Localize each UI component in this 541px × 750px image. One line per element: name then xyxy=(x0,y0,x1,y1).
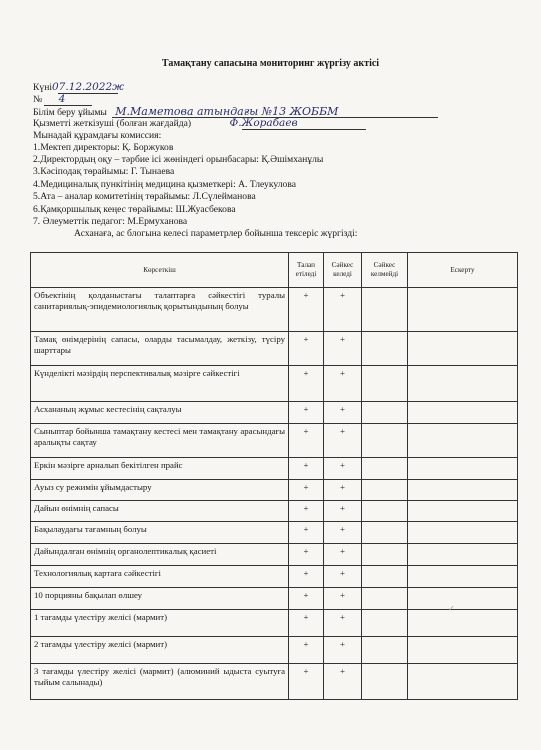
table-row xyxy=(31,588,518,610)
row-required: + xyxy=(289,566,324,588)
row-noncompliant xyxy=(362,288,408,332)
row-noncompliant xyxy=(362,424,408,458)
school-label: Білім беру ұйымы xyxy=(33,107,107,118)
row-indicator: Объектінің қолданыстағы талаптарға сәйкестігі туралы санитариялық-эпидемиологиялық қорытындының болуы xyxy=(31,288,289,332)
row-noncompliant xyxy=(362,458,408,480)
date-line xyxy=(33,82,124,93)
row-noncompliant xyxy=(362,588,408,610)
row-note xyxy=(408,332,518,366)
row-compliant: + xyxy=(324,544,362,566)
table-row xyxy=(31,288,518,332)
supplier-value: Ф.Жорабаев xyxy=(229,117,298,129)
row-note xyxy=(408,424,518,458)
row-indicator: 2 тағамды үлестіру желісі (мармит) xyxy=(31,637,289,664)
row-noncompliant xyxy=(362,544,408,566)
number-label: № xyxy=(33,94,43,105)
row-noncompliant xyxy=(362,366,408,402)
header-indicator: Көрсеткіш xyxy=(31,253,289,288)
table-row xyxy=(31,332,518,366)
row-required: + xyxy=(289,366,324,402)
row-note xyxy=(408,610,518,637)
header-required: Талап етіледі xyxy=(289,253,324,288)
row-compliant: + xyxy=(324,566,362,588)
row-compliant: + xyxy=(324,458,362,480)
row-indicator: Сыныптар бойынша тамақтану кестесі мен тамақтану арасындағы аралықты сақтау xyxy=(31,424,289,458)
table-row xyxy=(31,664,518,700)
row-compliant: + xyxy=(324,522,362,544)
date-underline xyxy=(58,93,118,94)
row-note xyxy=(408,637,518,664)
row-compliant: + xyxy=(324,424,362,458)
row-compliant: + xyxy=(324,501,362,522)
row-note xyxy=(408,480,518,501)
row-note xyxy=(408,458,518,480)
row-indicator: Күнделікті мәзірдің перспективалық мәзірге сәйкестігі xyxy=(31,366,289,402)
supplier-underline xyxy=(242,129,366,130)
row-required: + xyxy=(289,458,324,480)
date-label: Күні xyxy=(33,82,52,93)
row-noncompliant xyxy=(362,501,408,522)
row-compliant: + xyxy=(324,637,362,664)
row-note xyxy=(408,588,518,610)
table-row xyxy=(31,501,518,522)
table-row xyxy=(31,544,518,566)
row-note xyxy=(408,664,518,700)
table-row xyxy=(31,458,518,480)
row-required: + xyxy=(289,332,324,366)
commission-intro: Мынадай құрамдағы комиссия: xyxy=(33,130,162,141)
row-note xyxy=(408,366,518,402)
table-row xyxy=(31,402,518,424)
row-compliant: + xyxy=(324,480,362,501)
row-note xyxy=(408,522,518,544)
row-required: + xyxy=(289,402,324,424)
row-note xyxy=(408,402,518,424)
row-indicator: 10 порцияны бақылап өлшеу xyxy=(31,588,289,610)
row-indicator: Технологиялық картаға сәйкестігі xyxy=(31,566,289,588)
row-indicator: Тамақ өнімдерінің сапасы, оларды тасымалдау, жеткізу, түсіру шарттары xyxy=(31,332,289,366)
row-required: + xyxy=(289,610,324,637)
member-3: 3.Кәсіподақ төрайымы: Г. Тынаева xyxy=(33,166,175,177)
row-indicator: Асхананың жұмыс кестесінің сақталуы xyxy=(31,402,289,424)
row-note xyxy=(408,501,518,522)
row-compliant: + xyxy=(324,402,362,424)
row-indicator: 1 тағамды үлестіру желісі (мармит) xyxy=(31,610,289,637)
member-5: 5.Ата – аналар комитетінің төрайымы: Л.Сүлейманова xyxy=(33,191,256,202)
supplier-label: Қызметті жеткізуші (болған жағдайда) xyxy=(33,118,192,129)
row-required: + xyxy=(289,664,324,700)
row-required: + xyxy=(289,588,324,610)
row-indicator: Ауыз су режимін ұйымдастыру xyxy=(31,480,289,501)
row-required: + xyxy=(289,424,324,458)
table-header-row xyxy=(31,253,518,288)
number-line xyxy=(33,94,65,105)
pencil-mark: ✓ xyxy=(448,604,455,613)
row-required: + xyxy=(289,501,324,522)
row-indicator: Еркін мәзірге арналып бекітілген прайс xyxy=(31,458,289,480)
member-4: 4.Медициналық пункітінің медицина қызметкері: А. Тлеукулова xyxy=(33,179,296,190)
header-noncompliant: Сәйкес келмейді xyxy=(362,253,408,288)
school-value: М.Маметова атындағы №13 ЖОББМ xyxy=(115,105,339,118)
row-note xyxy=(408,566,518,588)
member-6: 6.Қамқоршылық кеңес төрайымы: Ш.Жуасбекова xyxy=(33,204,236,215)
row-indicator: Бақылаудағы тағамның болуы xyxy=(31,522,289,544)
date-value: 07.12.2022ж xyxy=(52,81,125,93)
row-note xyxy=(408,288,518,332)
row-compliant: + xyxy=(324,610,362,637)
member-1: 1.Мектеп директоры: Қ. Боржуков xyxy=(33,142,174,153)
header-note: Ескерту xyxy=(408,253,518,288)
row-compliant: + xyxy=(324,288,362,332)
row-noncompliant xyxy=(362,610,408,637)
row-required: + xyxy=(289,522,324,544)
supplier-line xyxy=(33,118,298,129)
row-noncompliant xyxy=(362,402,408,424)
row-required: + xyxy=(289,480,324,501)
table-row xyxy=(31,610,518,637)
row-required: + xyxy=(289,637,324,664)
row-noncompliant xyxy=(362,480,408,501)
row-noncompliant xyxy=(362,664,408,700)
row-noncompliant xyxy=(362,637,408,664)
row-compliant: + xyxy=(324,664,362,700)
inspection-table xyxy=(30,252,518,700)
member-2: 2.Директордың оқу – тәрбие ісі жөніндегі орынбасары: Қ.Әшімханұлы xyxy=(33,154,324,165)
header-compliant: Сәйкес келеді xyxy=(324,253,362,288)
row-compliant: + xyxy=(324,332,362,366)
row-indicator: 3 тағамды үлестіру желісі (мармит) (алюминий ыдыста суытуға тыйым салынады) xyxy=(31,664,289,700)
row-indicator: Дайын өнімнің сапасы xyxy=(31,501,289,522)
row-compliant: + xyxy=(324,588,362,610)
row-indicator: Дайындалған өнімнің органолептикалық қасиеті xyxy=(31,544,289,566)
table-row xyxy=(31,522,518,544)
row-required: + xyxy=(289,544,324,566)
table-row xyxy=(31,480,518,501)
row-noncompliant xyxy=(362,522,408,544)
document-title: Тамақтану сапасына мониторинг жүргізу актісі xyxy=(161,58,380,69)
row-noncompliant xyxy=(362,566,408,588)
row-required: + xyxy=(289,288,324,332)
table-row xyxy=(31,566,518,588)
number-value: 4 xyxy=(58,93,66,105)
intro-text: Асханаға, ас блогына келесі параметрлер бойынша тексеріс жүргізді: xyxy=(74,228,358,239)
row-note xyxy=(408,544,518,566)
table-row xyxy=(31,366,518,402)
table-row xyxy=(31,424,518,458)
member-7: 7. Әлеуметтік педагог: М.Ермуханова xyxy=(33,216,188,227)
table-row xyxy=(31,637,518,664)
row-compliant: + xyxy=(324,366,362,402)
row-noncompliant xyxy=(362,332,408,366)
